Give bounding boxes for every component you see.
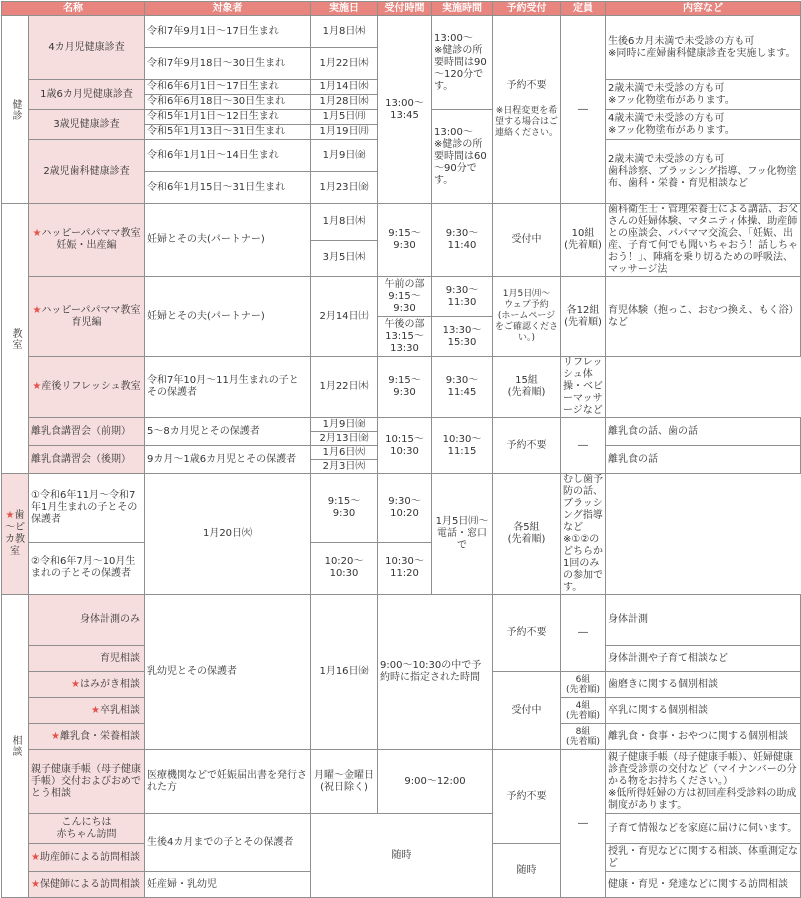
- content-postpartum-refresh: リフレッシュ体操・ベビーマッサージなど: [561, 357, 606, 418]
- content-nutrition-consult: 離乳食・食事・おやつに関する個別相談: [606, 724, 801, 750]
- target-3year-2: 令和5年1月13日～31日生まれ: [145, 125, 311, 140]
- content-midwife-visit: 授乳・育児などに関する相談、体重測定など: [606, 844, 801, 872]
- reception-teeth-pika-2: 10:20～ 10:30: [311, 542, 378, 594]
- name-body-measure: 身体計測のみ: [80, 614, 140, 625]
- content-baby-visit: 子育て情報などを家庭に届けに伺います。: [606, 814, 801, 844]
- date-4month-2: 1月22日㈭: [311, 48, 378, 80]
- star-icon: ★: [31, 878, 40, 890]
- name-midwife-visit-label: 助産師による訪問相談: [39, 851, 140, 863]
- date-handbook: 月曜～金曜日 (祝日除く): [311, 750, 378, 814]
- reception-weaning: 10:15～ 10:30: [378, 418, 432, 474]
- capacity-handbook: ―: [561, 750, 606, 898]
- sukusuku-group: [29, 595, 145, 646]
- star-icon: ★: [32, 228, 42, 239]
- section-kenshin: 健診: [2, 16, 29, 204]
- header-capacity: 定員: [561, 2, 606, 16]
- content-4month: 生後6カ月未満で未受診の方も可 ※同時に産婦歯科健康診査を実施します。: [606, 16, 801, 80]
- session-postpartum-refresh: 9:30～ 11:45: [432, 357, 493, 418]
- date-happy-childcare: 2月14日㈯: [311, 277, 378, 357]
- date-postpartum-refresh: 1月22日㈭: [311, 357, 378, 418]
- target-3year-1: 令和5年1月1日～12日生まれ: [145, 110, 311, 125]
- name-nutrition-consult-label: 離乳食・栄養相談: [60, 730, 140, 742]
- reservation-weaning: 予約不要: [493, 418, 561, 474]
- kenshin-session-time-b: 13:00～ ※健診の所要時間は60～90分です。: [432, 110, 493, 204]
- reception-teeth-pika-1: 9:15～ 9:30: [311, 474, 378, 543]
- name-nurse-visit-label: 保健師による訪問相談: [39, 878, 140, 890]
- content-2year: 2歳未満で未受診の方も可 歯科診察、ブラッシング指導、フッ化物塗布、歯科・栄養・育児相談など: [606, 140, 801, 204]
- reservation-sukusuku-open: 受付中: [493, 672, 561, 750]
- date-4month-1: 1月8日㈭: [311, 16, 378, 48]
- content-toothbrush-consult: 歯磨きに関する個別相談: [606, 672, 801, 698]
- content-handbook: 親子健康手帳（母子健康手帳）、妊婦健康診査受診票の交付など（マイナンバーの分かる物をお持ちください。） ※低所得妊婦の方は初回産科受診料の助成制度があります。: [606, 750, 801, 814]
- session-teeth-pika-1: 9:30～ 10:20: [378, 474, 432, 543]
- target-4month-2: 令和7年9月18日～30日生まれ: [145, 48, 311, 80]
- reception-happy-childcare-pm: 午後の部 13:15～ 13:30: [378, 317, 432, 357]
- date-happy-pregnancy-2: 3月5日㈭: [311, 240, 378, 277]
- name-postpartum-refresh-label: 産後リフレッシュ教室: [41, 381, 141, 392]
- target-baby-visit: 生後4カ月までの子とその保護者: [145, 814, 311, 872]
- date-2year-2: 1月23日㈮: [311, 172, 378, 204]
- header-target: 対象者: [145, 2, 311, 16]
- content-18month: 2歳未満で未受診の方も可 ※フッ化物塗布があります。: [606, 80, 801, 110]
- capacity-weaning-off: 4組 (先着順): [561, 698, 606, 724]
- content-happy-pregnancy: 歯科衛生士・管理栄養士による講話、お父さんの妊婦体験、マタニティ体操、助産師との座談会、パパママ交流会、「妊娠、出産、子育て何でも聞いちゃおう！話しちゃおう！」、陣痛を乗り切るための呼吸法、マッサージ法: [606, 204, 801, 277]
- content-childcare-consult: 身体計測や子育て相談など: [606, 646, 801, 672]
- capacity-toothbrush: 6組 (先着順): [561, 672, 606, 698]
- star-icon: ★: [32, 381, 42, 392]
- name-midwife-visit: [29, 844, 145, 872]
- content-3year: 4歳未満で未受診の方も可 ※フッ化物塗布があります。: [606, 110, 801, 140]
- name-happy-pregnancy: [29, 204, 145, 277]
- target-weaning-late: 9カ月～1歳6カ月児とその保護者: [145, 446, 311, 474]
- reservation-handbook: 予約不要: [493, 750, 561, 844]
- target-18month-2: 令和6年6月18日～30日生まれ: [145, 95, 311, 110]
- time-sukusuku: 9:00～10:30の中で予約時に指定された時間: [378, 595, 493, 750]
- kenshin-reservation: [493, 16, 561, 204]
- content-body-measure: 身体計測: [606, 595, 801, 646]
- name-nutrition-consult: [29, 724, 145, 750]
- date-3year-1: 1月5日㈪: [311, 110, 378, 125]
- name-2year-dental: 2歳児歯科健康診査: [29, 140, 145, 204]
- target-happy-pregnancy: 妊婦とその夫(パートナー): [145, 204, 311, 277]
- name-3year: 3歳児健康診査: [29, 110, 145, 140]
- name-toothbrush-consult: [29, 672, 145, 698]
- name-baby-visit: こんにちは 赤ちゃん訪問: [29, 814, 145, 844]
- content-happy-childcare: 育児体験（抱っこ、おむつ換え、もく浴）など: [606, 277, 801, 357]
- session-happy-childcare-pm: 13:30～ 15:30: [432, 317, 493, 357]
- date-18month-2: 1月28日㈬: [311, 95, 378, 110]
- star-icon: ★: [51, 730, 60, 742]
- name-happy-childcare: [29, 277, 145, 357]
- star-icon: ★: [5, 510, 15, 521]
- time-handbook: 9:00～12:00: [378, 750, 493, 814]
- capacity-happy-pregnancy: 10組 (先着順): [561, 204, 606, 277]
- name-handbook: 親子健康手帳（母子健康手帳）交付およびおめでとう相談: [29, 750, 145, 814]
- date-3year-2: 1月19日㈪: [311, 125, 378, 140]
- target-postpartum-refresh: 令和7年10月～11月生まれの子とその保護者: [145, 357, 311, 418]
- name-happy-childcare-label: ハッピーパパママ教室 育児編: [41, 304, 141, 328]
- header-name: 名称: [2, 2, 145, 16]
- content-weaning-late: 離乳食の話: [606, 446, 801, 474]
- capacity-sukusuku-free: ―: [561, 595, 606, 672]
- name-4month: 4カ月児健康診査: [29, 16, 145, 80]
- reservation-teeth-pika: 1月5日㈪～ 電話・窓口で: [432, 474, 493, 595]
- capacity-happy-childcare: 各12組 (先着順): [561, 277, 606, 357]
- target-nurse-visit: 妊産婦・乳幼児: [145, 872, 311, 898]
- name-weaning-off-consult: [29, 698, 145, 724]
- header-reception-time: 受付時間: [378, 2, 432, 16]
- section-sodan: 相談: [2, 595, 29, 898]
- kenshin-reservation-status: 予約不要: [506, 80, 547, 91]
- name-weaning-off-consult-label: 卒乳相談: [100, 704, 140, 716]
- name-happy-pregnancy-label: ハッピーパパママ教室 妊娠・出産編: [41, 228, 141, 251]
- target-4month-1: 令和7年9月1日～17日生まれ: [145, 16, 311, 48]
- content-nurse-visit: 健康・育児・発達などに関する訪問相談: [606, 872, 801, 898]
- star-icon: ★: [31, 851, 40, 863]
- name-teeth-pika: [2, 474, 29, 595]
- date-weaning-late-2: 2月3日㈫: [311, 460, 378, 474]
- date-weaning-early-1: 1月9日㈮: [311, 418, 378, 432]
- reception-happy-pregnancy: 9:15～ 9:30: [378, 204, 432, 277]
- header-reservation: 予約受付: [493, 2, 561, 16]
- schedule-table: [1, 1, 801, 898]
- session-happy-pregnancy: 9:30～ 11:40: [432, 204, 493, 277]
- name-toothbrush-consult-label: はみがき相談: [80, 678, 140, 690]
- target-handbook: 医療機関などで妊娠届出書を発行された方: [145, 750, 311, 814]
- time-visits: 随時: [311, 814, 493, 898]
- content-weaning-off-consult: 卒乳に関する個別相談: [606, 698, 801, 724]
- name-postpartum-refresh: [29, 357, 145, 418]
- target-2year-2: 令和6年1月15日～31日生まれ: [145, 172, 311, 204]
- capacity-postpartum-refresh: 15組 (先着順): [493, 357, 561, 418]
- target-18month-1: 令和6年6月1日～17日生まれ: [145, 80, 311, 95]
- target-weaning-early: 5～8カ月児とその保護者: [145, 418, 311, 446]
- target-2year-1: 令和6年1月1日～14日生まれ: [145, 140, 311, 172]
- name-weaning-late: 離乳食講習会（後期）: [29, 446, 145, 474]
- content-teeth-pika: むし歯予防の話、ブラッシング指導など ※①②のどちらか1回のみの参加です。: [561, 474, 606, 595]
- capacity-teeth-pika: 各5組 (先着順): [493, 474, 561, 595]
- star-icon: ★: [32, 304, 42, 316]
- content-weaning-early: 離乳食の話、歯の話: [606, 418, 801, 446]
- kenshin-reception-time: 13:00～ 13:45: [378, 16, 432, 204]
- reservation-visits: 随時: [493, 844, 561, 898]
- kenshin-capacity: ―: [561, 16, 606, 204]
- header-content: 内容など: [606, 2, 801, 16]
- target-teeth-pika-2: ②令和6年7月～10月生まれの子とその保護者: [29, 542, 145, 594]
- target-sukusuku: 乳幼児とその保護者: [145, 595, 311, 750]
- reservation-happy-pregnancy: 受付中: [493, 204, 561, 277]
- target-happy-childcare: 妊婦とその夫(パートナー): [145, 277, 311, 357]
- reservation-happy-childcare: 1月5日㈪～ ウェブ予約 (ホームページをご確認ください。): [493, 277, 561, 357]
- kenshin-session-time-a: 13:00～ ※健診の所要時間は90～120分です。: [432, 16, 493, 110]
- kenshin-reservation-note: ※日程変更を希望する場合はご連絡ください。: [495, 106, 559, 138]
- header-session-time: 実施時間: [432, 2, 493, 16]
- section-kyoshitsu: 教室: [2, 204, 29, 474]
- reception-happy-childcare-am: 午前の部 9:15～ 9:30: [378, 277, 432, 317]
- date-18month-1: 1月14日㈬: [311, 80, 378, 95]
- reception-postpartum-refresh: 9:15～ 9:30: [378, 357, 432, 418]
- session-weaning: 10:30～ 11:15: [432, 418, 493, 474]
- name-18month: 1歳6カ月児健康診査: [29, 80, 145, 110]
- capacity-nutrition: 8組 (先着順): [561, 724, 606, 750]
- date-sukusuku: 1月16日㈮: [311, 595, 378, 750]
- target-teeth-pika-1: ①令和6年11月～令和7年1月生まれの子とその保護者: [29, 474, 145, 543]
- reservation-sukusuku-free: 予約不要: [493, 595, 561, 672]
- name-nurse-visit: [29, 872, 145, 898]
- star-icon: ★: [91, 704, 100, 716]
- date-2year-1: 1月9日㈮: [311, 140, 378, 172]
- date-weaning-late-1: 1月6日㈫: [311, 446, 378, 460]
- header-date: 実施日: [311, 2, 378, 16]
- session-teeth-pika-2: 10:30～ 11:20: [378, 542, 432, 594]
- capacity-weaning: ―: [561, 418, 606, 474]
- name-teeth-pika-label: 歯～ピカ教室: [5, 510, 25, 557]
- date-weaning-early-2: 2月13日㈮: [311, 432, 378, 446]
- name-weaning-early: 離乳食講習会（前期）: [29, 418, 145, 446]
- date-happy-pregnancy-1: 1月8日㈭: [311, 204, 378, 241]
- star-icon: ★: [71, 678, 80, 690]
- name-childcare-consult: 育児相談: [29, 646, 145, 672]
- date-teeth-pika: 1月20日㈫: [145, 474, 311, 595]
- session-happy-childcare-am: 9:30～ 11:30: [432, 277, 493, 317]
